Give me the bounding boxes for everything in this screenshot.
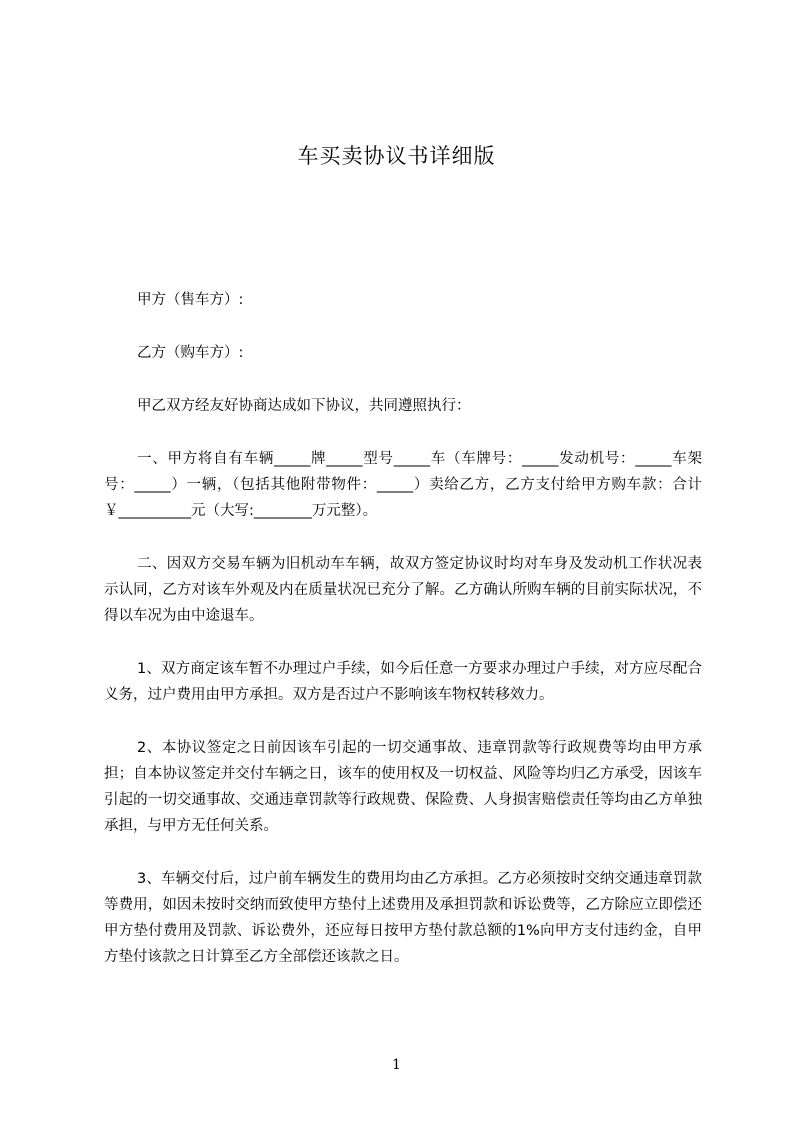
item-1-paragraph: 1、双方商定该车暂不办理过户手续，如今后任意一方要求办理过户手续，对方应尽配合义务，过户费用由甲方承担。双方是否过户不影响该车物权转移效力。 xyxy=(104,661,702,703)
clause-1-paragraph: 一、甲方将自有车辆_____牌_____型号_____车（车牌号：_____发动机号：_____车架号：_____）一辆，（包括其他附带物件：_____）卖给乙方，乙方支付给甲方购车款：合计￥__________元（大写:________万元整）。 xyxy=(104,451,702,519)
party-b-line: 乙方（购车方）: xyxy=(137,345,244,361)
intro-paragraph: 甲乙双方经友好协商达成如下协议，共同遵照执行： xyxy=(137,398,471,414)
document-title: 车买卖协议书详细版 xyxy=(297,144,496,168)
party-a-line: 甲方（售车方）: xyxy=(137,292,244,308)
document-body xyxy=(104,287,702,997)
item-2-paragraph: 2、本协议签定之日前因该车引起的一切交通事故、违章罚款等行政规费等均由甲方承担；自本协议签定并交付车辆之日，该车的使用权及一切权益、风险等均归乙方承受，因该车引起的一切交通事故、交通违章罚款等行政规费、保险费、人身损害赔偿责任等均由乙方单独承担，与甲方无任何关系。 xyxy=(104,740,702,834)
clause-2-paragraph: 二、因双方交易车辆为旧机动车车辆，故双方签定协议时均对车身及发动机工作状况表示认同，乙方对该车外观及内在质量状况已充分了解。乙方确认所购车辆的目前实际状况，不得以车况为由中途退车。 xyxy=(104,556,702,624)
item-3-paragraph: 3、车辆交付后，过户前车辆发生的费用均由乙方承担。乙方必须按时交纳交通违章罚款等费用，如因未按时交纳而致使甲方垫付上述费用及承担罚款和诉讼费等，乙方除应立即偿还甲方垫付费用及罚款、诉讼费外，还应每日按甲方垫付款总额的1%向甲方支付违约金，自甲方垫付该款之日计算至乙方全部偿还该款之日。 xyxy=(104,871,702,965)
page-number: 1 xyxy=(392,1057,401,1073)
